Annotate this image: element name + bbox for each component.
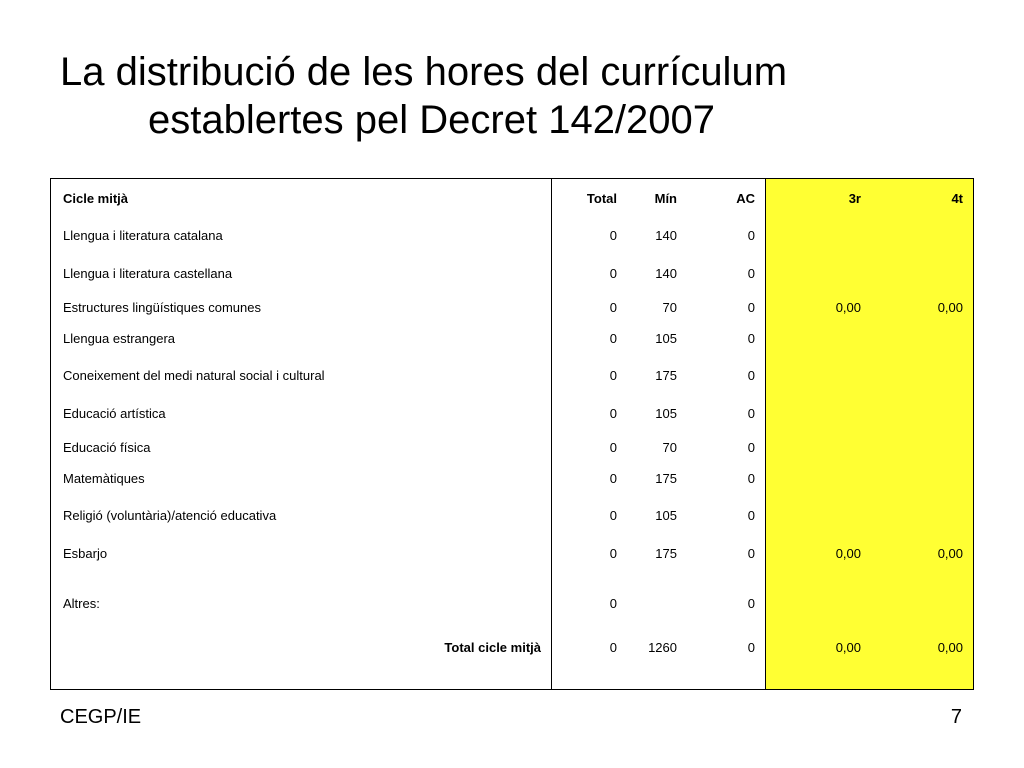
- table-row: [51, 298, 973, 318]
- row-min: 140: [655, 228, 677, 243]
- row-min: 105: [655, 331, 677, 346]
- row-ac: 0: [747, 596, 755, 611]
- row-min: 175: [655, 471, 677, 486]
- table-row: [51, 544, 973, 564]
- row-min: 175: [655, 546, 677, 561]
- table-row: [51, 506, 973, 526]
- slide-title-line-1: La distribució de les hores del currículum: [60, 50, 788, 94]
- header-min: Mín: [654, 191, 677, 206]
- header-4t: 4t: [951, 191, 963, 206]
- row-subject: Matemàtiques: [63, 471, 145, 486]
- row-ac: 0: [747, 300, 755, 315]
- table-row: [51, 366, 973, 386]
- header-3r: 3r: [848, 191, 861, 206]
- row-ac: 0: [747, 508, 755, 523]
- table-row: [51, 264, 973, 284]
- total-row-total: 0: [609, 640, 617, 655]
- row-min: 70: [662, 300, 677, 315]
- row-3r: 0,00: [835, 300, 861, 315]
- row-total: 0: [609, 440, 617, 455]
- table-row: [51, 469, 973, 489]
- header-subject: Cicle mitjà: [63, 191, 129, 206]
- row-ac: 0: [747, 266, 755, 281]
- row-ac: 0: [747, 368, 755, 383]
- row-ac: 0: [747, 228, 755, 243]
- row-total: 0: [609, 596, 617, 611]
- row-total: 0: [609, 406, 617, 421]
- row-subject: Educació física: [63, 440, 151, 455]
- table-row: [51, 404, 973, 424]
- row-ac: 0: [747, 440, 755, 455]
- table-row: [51, 329, 973, 349]
- row-subject: Llengua i literatura castellana: [63, 266, 233, 281]
- row-min: 105: [655, 508, 677, 523]
- row-total: 0: [609, 228, 617, 243]
- row-ac: 0: [747, 546, 755, 561]
- row-min: 105: [655, 406, 677, 421]
- header-total: Total: [586, 191, 617, 206]
- row-total: 0: [609, 471, 617, 486]
- row-subject: Coneixement del medi natural social i cultural: [63, 368, 325, 383]
- row-total: 0: [609, 300, 617, 315]
- row-4t: 0,00: [937, 546, 963, 561]
- row-4t: 0,00: [937, 300, 963, 315]
- table-row: [51, 438, 973, 458]
- row-subject: Religió (voluntària)/atenció educativa: [63, 508, 277, 523]
- table-row: [51, 594, 973, 614]
- slide-title-line-2: establertes pel Decret 142/2007: [148, 98, 716, 142]
- slide-number: 7: [950, 706, 962, 728]
- row-subject: Educació artística: [63, 406, 166, 421]
- row-min: 140: [655, 266, 677, 281]
- row-ac: 0: [747, 471, 755, 486]
- row-subject: Estructures lingüístiques comunes: [63, 300, 261, 315]
- row-min: 70: [662, 440, 677, 455]
- row-total: 0: [609, 508, 617, 523]
- total-row-ac: 0: [747, 640, 755, 655]
- total-row-3r: 0,00: [835, 640, 861, 655]
- table-total-row: [51, 638, 973, 658]
- row-ac: 0: [747, 331, 755, 346]
- row-total: 0: [609, 368, 617, 383]
- curriculum-hours-table: [50, 178, 974, 690]
- row-subject: Llengua i literatura catalana: [63, 228, 223, 243]
- row-total: 0: [609, 546, 617, 561]
- total-row-min: 1260: [648, 640, 677, 655]
- row-total: 0: [609, 331, 617, 346]
- total-row-4t: 0,00: [937, 640, 963, 655]
- row-subject: Esbarjo: [63, 546, 108, 561]
- row-subject: Altres:: [63, 596, 100, 611]
- row-3r: 0,00: [835, 546, 861, 561]
- row-ac: 0: [747, 406, 755, 421]
- table-header-row: [51, 189, 973, 209]
- row-min: 175: [655, 368, 677, 383]
- header-ac: AC: [736, 191, 755, 206]
- row-subject: Llengua estrangera: [63, 331, 176, 346]
- total-row-label: Total cicle mitjà: [444, 640, 541, 655]
- footer-organization: CEGP/IE: [60, 706, 142, 728]
- table-row: [51, 226, 973, 246]
- slide-title: [60, 48, 1000, 144]
- row-total: 0: [609, 266, 617, 281]
